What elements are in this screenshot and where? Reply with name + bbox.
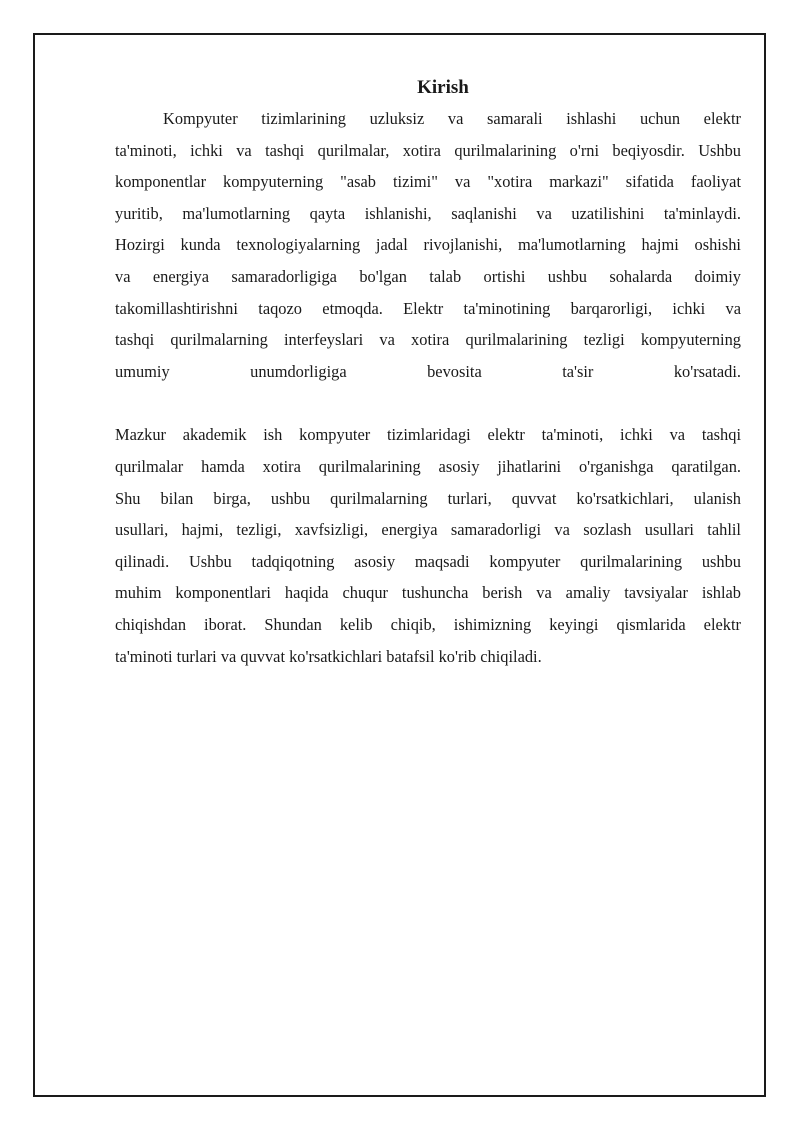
paragraph-line: yuritib, ma'lumotlarning qayta ishlanishi, saqlanishi va uzatilishini ta'minlaydi. — [115, 203, 741, 223]
paragraph-line: tashqi qurilmalarning interfeyslari va xotira qurilmalarining tezligi kompyuterning — [115, 330, 741, 350]
paragraph-line: umumiy unumdorligiga bevosita ta'sir ko'rsatadi. — [115, 361, 741, 381]
paragraph-line: Hozirgi kunda texnologiyalarning jadal rivojlanishi, ma'lumotlarning hajmi oshishi — [115, 235, 741, 255]
paragraph-line: usullari, hajmi, tezligi, xavfsizligi, energiya samaradorligi va sozlash usullari tahlil — [115, 520, 741, 540]
paragraph-line: komponentlar kompyuterning "asab tizimi" va "xotira markazi" sifatida faoliyat — [115, 172, 741, 192]
paragraph-line: chiqishdan iborat. Shundan kelib chiqib, ishimizning keyingi qismlarida elektr — [115, 614, 741, 634]
paragraph-line: qurilmalar hamda xotira qurilmalarining asosiy jihatlarini o'rganishga qaratilgan. — [115, 456, 741, 476]
page-title: Kirish — [417, 77, 469, 98]
intro-paragraph-2 — [115, 419, 741, 672]
paragraph-line: va energiya samaradorligiga bo'lgan talab ortishi ushbu sohalarda doimiy — [115, 266, 741, 286]
paragraph-spacer — [115, 387, 741, 419]
paragraph-line: Shu bilan birga, ushbu qurilmalarning turlari, quvvat ko'rsatkichlari, ulanish — [115, 488, 741, 508]
paragraph-line: ta'minoti, ichki va tashqi qurilmalar, xotira qurilmalarining o'rni beqiyosdir. Ushbu — [115, 140, 741, 160]
document-body — [115, 76, 741, 672]
paragraph-line: qilinadi. Ushbu tadqiqotning asosiy maqsadi kompyuter qurilmalarining ushbu — [115, 551, 741, 571]
intro-paragraph-1 — [115, 103, 741, 387]
paragraph-line: muhim komponentlari haqida chuqur tushuncha berish va amaliy tavsiyalar ishlab — [115, 583, 741, 603]
paragraph-line: takomillashtirishni taqozo etmoqda. Elektr ta'minotining barqarorligi, ichki va — [115, 298, 741, 318]
paragraph-line: ta'minoti turlari va quvvat ko'rsatkichlari batafsil ko'rib chiqiladi. — [115, 646, 542, 666]
paragraph-line: Mazkur akademik ish kompyuter tizimlaridagi elektr ta'minoti, ichki va tashqi — [115, 425, 741, 445]
paragraph-line: Kompyuter tizimlarining uzluksiz va samarali ishlashi uchun elektr — [163, 109, 741, 128]
